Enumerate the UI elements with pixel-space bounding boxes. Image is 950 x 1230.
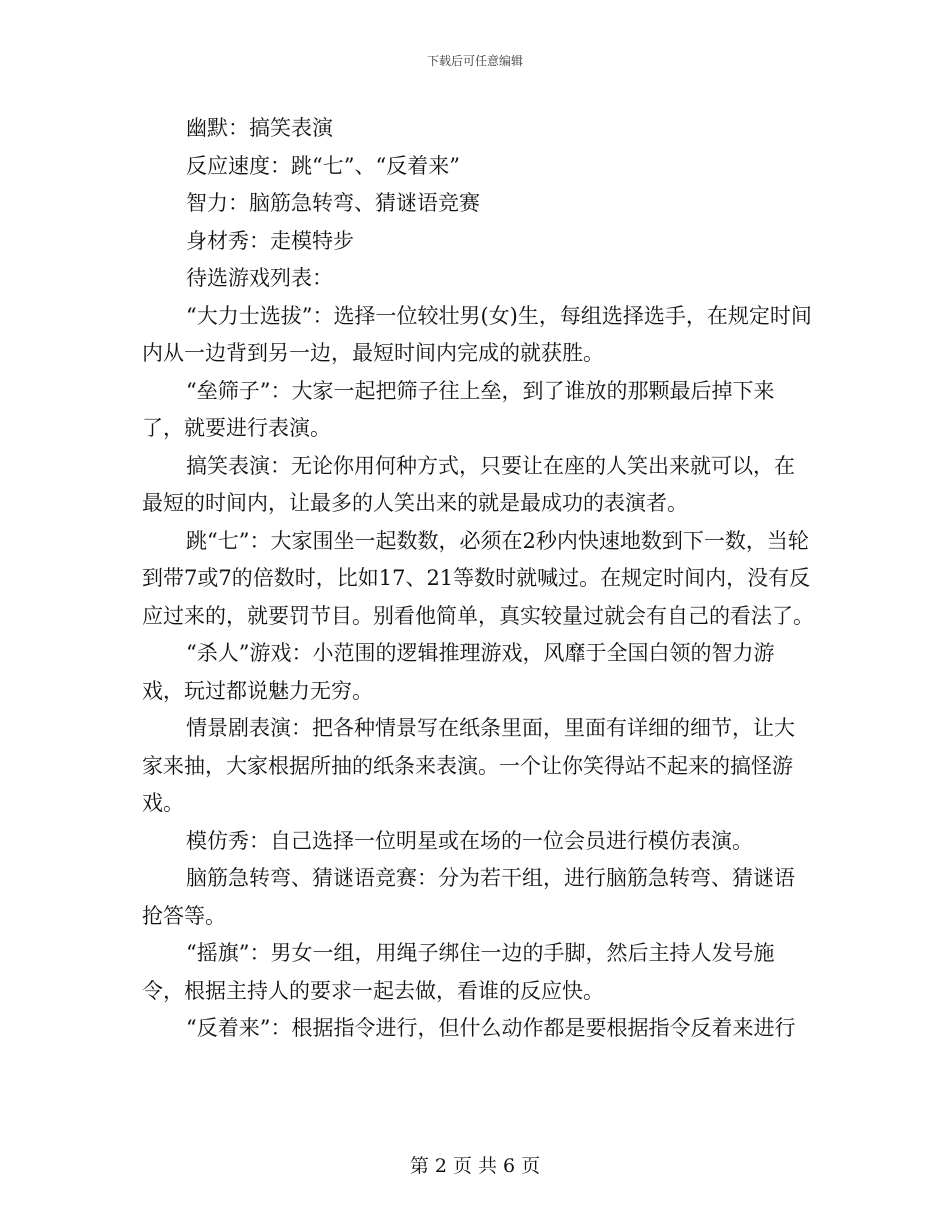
- paragraph-opposite: “反着来”：根据指令进行，但什么动作都是要根据指令反着来进行: [186, 1016, 796, 1040]
- paragraph-skit: 情景剧表演：把各种情景写在纸条里面，里面有详细的细节，让大家来抽，大家根据所抽的纸条来表演。一个让你笑得站不起来的搞怪游戏。: [142, 716, 795, 815]
- paragraph-killer-game: “杀人”游戏：小范围的逻辑推理游戏，风靡于全国白领的智力游戏，玩过都说魅力无穷。: [142, 641, 775, 703]
- paragraph-reaction-speed: 反应速度：跳“七”、“反着来”: [186, 153, 460, 178]
- paragraph-skip-seven: 跳“七”：大家围坐一起数数，必须在2秒内快速地数到下一数，当轮到带7或7的倍数时，比如17、21等数时就喊过。在规定时间内，没有反应过来的，就要罚节目。别看他简单，真实较量过就会有自己的看法了。: [142, 528, 814, 628]
- paragraph-stack-dice: “垒筛子”：大家一起把筛子往上垒，到了谁放的那颗最后掉下来了，就要进行表演。: [142, 378, 775, 440]
- paragraph-riddles: 脑筋急转弯、猜谜语竞赛：分为若干组，进行脑筋急转弯、猜谜语抢答等。: [142, 866, 795, 928]
- page-header: 下载后可任意编辑: [426, 54, 523, 68]
- paragraph-intelligence: 智力：脑筋急转弯、猜谜语竞赛: [186, 191, 480, 215]
- paragraph-imitation: 模仿秀：自己选择一位明星或在场的一位会员进行模仿表演。: [186, 828, 753, 853]
- page-number: 第 2 页 共 6 页: [409, 1155, 541, 1177]
- paragraph-strongman: “大力士选拔”：选择一位较壮男(女)生，每组选择选手，在规定时间内从一边背到另一边，最短时间内完成的就获胜。: [142, 303, 812, 365]
- paragraph-game-list-heading: 待选游戏列表：: [186, 266, 333, 290]
- paragraph-wave-flag: “摇旗”：男女一组，用绳子绑住一边的手脚，然后主持人发号施令，根据主持人的要求一起去做，看谁的反应快。: [142, 941, 775, 1003]
- document-body: [142, 110, 814, 1048]
- paragraph-comedy-show: 搞笑表演：无论你用何种方式，只要让在座的人笑出来就可以，在最短的时间内，让最多的人笑出来的就是最成功的表演者。: [142, 453, 795, 515]
- paragraph-humor: 幽默：搞笑表演: [186, 116, 333, 140]
- paragraph-figure-show: 身材秀：走模特步: [186, 228, 354, 253]
